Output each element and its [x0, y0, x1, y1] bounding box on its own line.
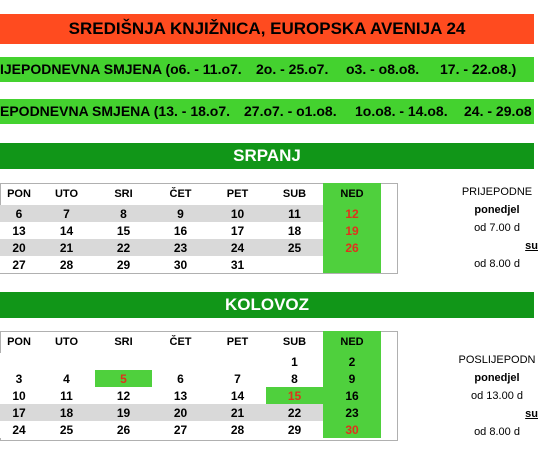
- calendar-week-row: [0, 256, 381, 273]
- calendar-day: [38, 353, 95, 370]
- calendar-day: 4: [38, 370, 95, 387]
- calendar-day: 24: [0, 421, 38, 438]
- afternoon-shift-period-3: 1o.o8. - 14.o8.: [355, 103, 448, 119]
- calendar-day: [0, 353, 38, 370]
- calendar-day: 20: [152, 404, 209, 421]
- day-header-pon: PON: [7, 188, 31, 200]
- calendar-day: 6: [152, 370, 209, 387]
- library-title-bar: SREDIŠNJA KNJIŽNICA, EUROPSKA AVENIJA 24: [0, 14, 534, 44]
- calendar-day: 14: [209, 387, 266, 404]
- calendar-day: 10: [209, 205, 266, 222]
- calendar-day-holiday: 15: [266, 387, 323, 404]
- day-header-ned: NED: [323, 183, 381, 205]
- calendar-day: 27: [0, 256, 38, 273]
- kolovoz-header-row: [0, 331, 381, 353]
- morning-saturday-hours: od 8.00 d: [474, 258, 520, 270]
- calendar-week-row: [0, 205, 381, 222]
- calendar-day: 1: [266, 353, 323, 370]
- day-header-sub: SUB: [282, 336, 307, 348]
- morning-shift-period-4: 17. - 22.o8.): [440, 61, 517, 77]
- calendar-day: 19: [95, 404, 152, 421]
- calendar-week-row: [0, 222, 381, 239]
- calendar-day-sunday: 2: [323, 353, 381, 370]
- calendar-day-sunday: 23: [323, 404, 381, 421]
- calendar-day: 13: [152, 387, 209, 404]
- morning-shift-period-3: o3. - o8.o8.: [346, 61, 420, 77]
- morning-hours-heading: PRIJEPODNE: [461, 186, 533, 198]
- afternoon-saturday-hours: od 8.00 d: [474, 426, 520, 438]
- calendar-week-row: [0, 421, 381, 438]
- calendar-day: 17: [0, 404, 38, 421]
- calendar-day: 18: [38, 404, 95, 421]
- calendar-day: 23: [152, 239, 209, 256]
- calendar-day: 31: [209, 256, 266, 273]
- day-header-sri: SRI: [114, 336, 133, 348]
- morning-weekday-label: ponedjel: [474, 204, 520, 216]
- morning-shift-bar: [0, 57, 534, 82]
- calendar-day: [209, 353, 266, 370]
- calendar-week-row: [0, 404, 381, 421]
- calendar-day: [152, 353, 209, 370]
- calendar-day-sunday: [323, 256, 381, 273]
- day-header-cet: ČET: [169, 188, 192, 200]
- calendar-day: 14: [38, 222, 95, 239]
- afternoon-hours-info: [452, 352, 542, 440]
- morning-weekday-hours: od 7.00 d: [474, 222, 520, 234]
- afternoon-weekday-hours: od 13.00 d: [471, 390, 523, 402]
- morning-hours-info: [452, 184, 542, 272]
- srpanj-calendar: [0, 183, 381, 273]
- calendar-day: 21: [38, 239, 95, 256]
- calendar-day: 24: [209, 239, 266, 256]
- month-bar-kolovoz: KOLOVOZ: [0, 292, 534, 318]
- afternoon-hours-heading: POSLIJEPODN: [458, 354, 536, 366]
- calendar-day-sunday: 12: [323, 205, 381, 222]
- afternoon-shift-period-4: 24. - 29.o8: [464, 103, 532, 119]
- calendar-day: 16: [152, 222, 209, 239]
- afternoon-shift-label: EPODNEVNA SMJENA (13. - 18.o7.: [0, 103, 231, 119]
- calendar-week-row: [0, 239, 381, 256]
- calendar-day: 10: [0, 387, 38, 404]
- calendar-day: 29: [95, 256, 152, 273]
- calendar-week-row: [0, 353, 381, 370]
- calendar-day: 12: [95, 387, 152, 404]
- calendar-day: 6: [0, 205, 38, 222]
- day-header-pon: PON: [7, 336, 31, 348]
- calendar-day: [266, 256, 323, 273]
- calendar-day: 28: [38, 256, 95, 273]
- calendar-day: 21: [209, 404, 266, 421]
- afternoon-shift-period-2: 27.o7. - o1.o8.: [244, 103, 337, 119]
- calendar-day: 11: [38, 387, 95, 404]
- calendar-day-sunday: 30: [323, 421, 381, 438]
- day-header-uto: UTO: [54, 336, 79, 348]
- calendar-day: 13: [0, 222, 38, 239]
- calendar-day: 15: [95, 222, 152, 239]
- morning-shift-period-2: 2o. - 25.o7.: [256, 61, 329, 77]
- afternoon-shift-bar: [0, 99, 534, 124]
- calendar-day-sunday: 19: [323, 222, 381, 239]
- calendar-day-sunday: 9: [323, 370, 381, 387]
- morning-shift-label: IJEPODNEVNA SMJENA (o6. - 11.o7.: [0, 61, 242, 77]
- day-header-sri: SRI: [114, 188, 133, 200]
- calendar-week-row: [0, 370, 381, 387]
- calendar-day: 22: [95, 239, 152, 256]
- calendar-day: 17: [209, 222, 266, 239]
- calendar-day: 8: [95, 205, 152, 222]
- day-header-pet: PET: [226, 336, 249, 348]
- calendar-day: 22: [266, 404, 323, 421]
- calendar-day: 8: [266, 370, 323, 387]
- calendar-day: 20: [0, 239, 38, 256]
- calendar-day: 7: [38, 205, 95, 222]
- afternoon-weekday-label: ponedjel: [474, 372, 520, 384]
- calendar-day: 27: [152, 421, 209, 438]
- calendar-day: 11: [266, 205, 323, 222]
- srpanj-header-row: [0, 183, 381, 205]
- calendar-day: 30: [152, 256, 209, 273]
- calendar-day: [95, 353, 152, 370]
- calendar-day: 7: [209, 370, 266, 387]
- calendar-day: 3: [0, 370, 38, 387]
- day-header-pet: PET: [226, 188, 249, 200]
- calendar-week-row: [0, 387, 381, 404]
- calendar-day: 29: [266, 421, 323, 438]
- calendar-day: 28: [209, 421, 266, 438]
- calendar-day: 25: [38, 421, 95, 438]
- calendar-day-sunday: 16: [323, 387, 381, 404]
- day-header-sub: SUB: [282, 188, 307, 200]
- afternoon-saturday-label: su: [525, 408, 538, 420]
- day-header-cet: ČET: [169, 336, 192, 348]
- kolovoz-calendar: [0, 331, 381, 438]
- calendar-day: 9: [152, 205, 209, 222]
- calendar-day-holiday: 5: [95, 370, 152, 387]
- morning-saturday-label: su: [525, 240, 538, 252]
- day-header-ned: NED: [323, 331, 381, 353]
- calendar-day: 26: [95, 421, 152, 438]
- day-header-uto: UTO: [54, 188, 79, 200]
- calendar-day: 25: [266, 239, 323, 256]
- month-bar-srpanj: SRPANJ: [0, 143, 534, 169]
- calendar-day-sunday: 26: [323, 239, 381, 256]
- calendar-day: 18: [266, 222, 323, 239]
